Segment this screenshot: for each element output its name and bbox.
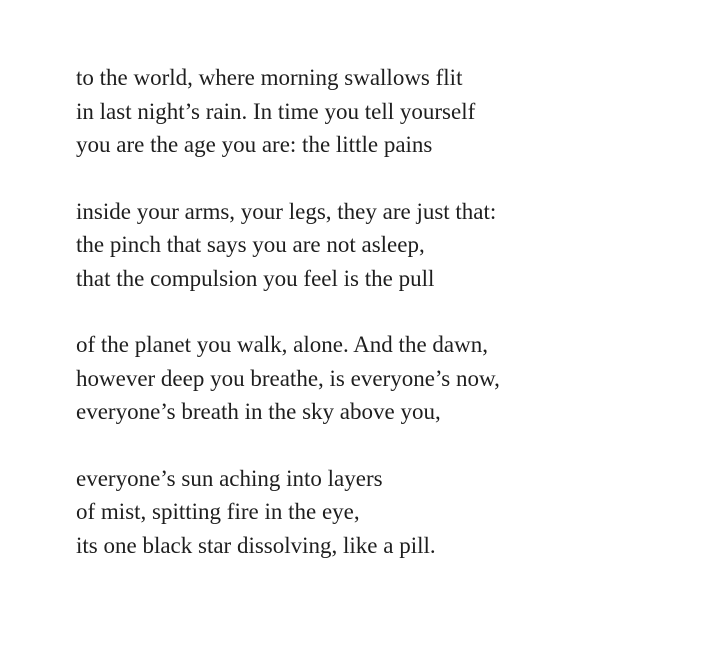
poem-line: of the planet you walk, alone. And the dawn, (76, 332, 488, 357)
poem-line: of mist, spitting fire in the eye, (76, 499, 360, 524)
stanza-4 (76, 462, 676, 563)
poem-line: everyone’s breath in the sky above you, (76, 399, 441, 424)
poem-line: you are the age you are: the little pains (76, 132, 433, 157)
poem-line: to the world, where morning swallows flit (76, 65, 463, 90)
poem-text (76, 61, 676, 595)
poem-line: its one black star dissolving, like a pill. (76, 532, 436, 558)
poem-line: the pinch that says you are not asleep, (76, 232, 425, 257)
stanza-3 (76, 328, 676, 429)
stanza-2 (76, 195, 676, 296)
poem-line: that the compulsion you feel is the pull (76, 265, 435, 291)
stanza-1 (76, 61, 676, 162)
poem-line: however deep you breathe, is everyone’s now, (76, 365, 500, 391)
poem-line: everyone’s sun aching into layers (76, 465, 383, 491)
poem-line: inside your arms, your legs, they are just that: (76, 198, 497, 224)
poem-line: in last night’s rain. In time you tell yourself (76, 98, 476, 124)
